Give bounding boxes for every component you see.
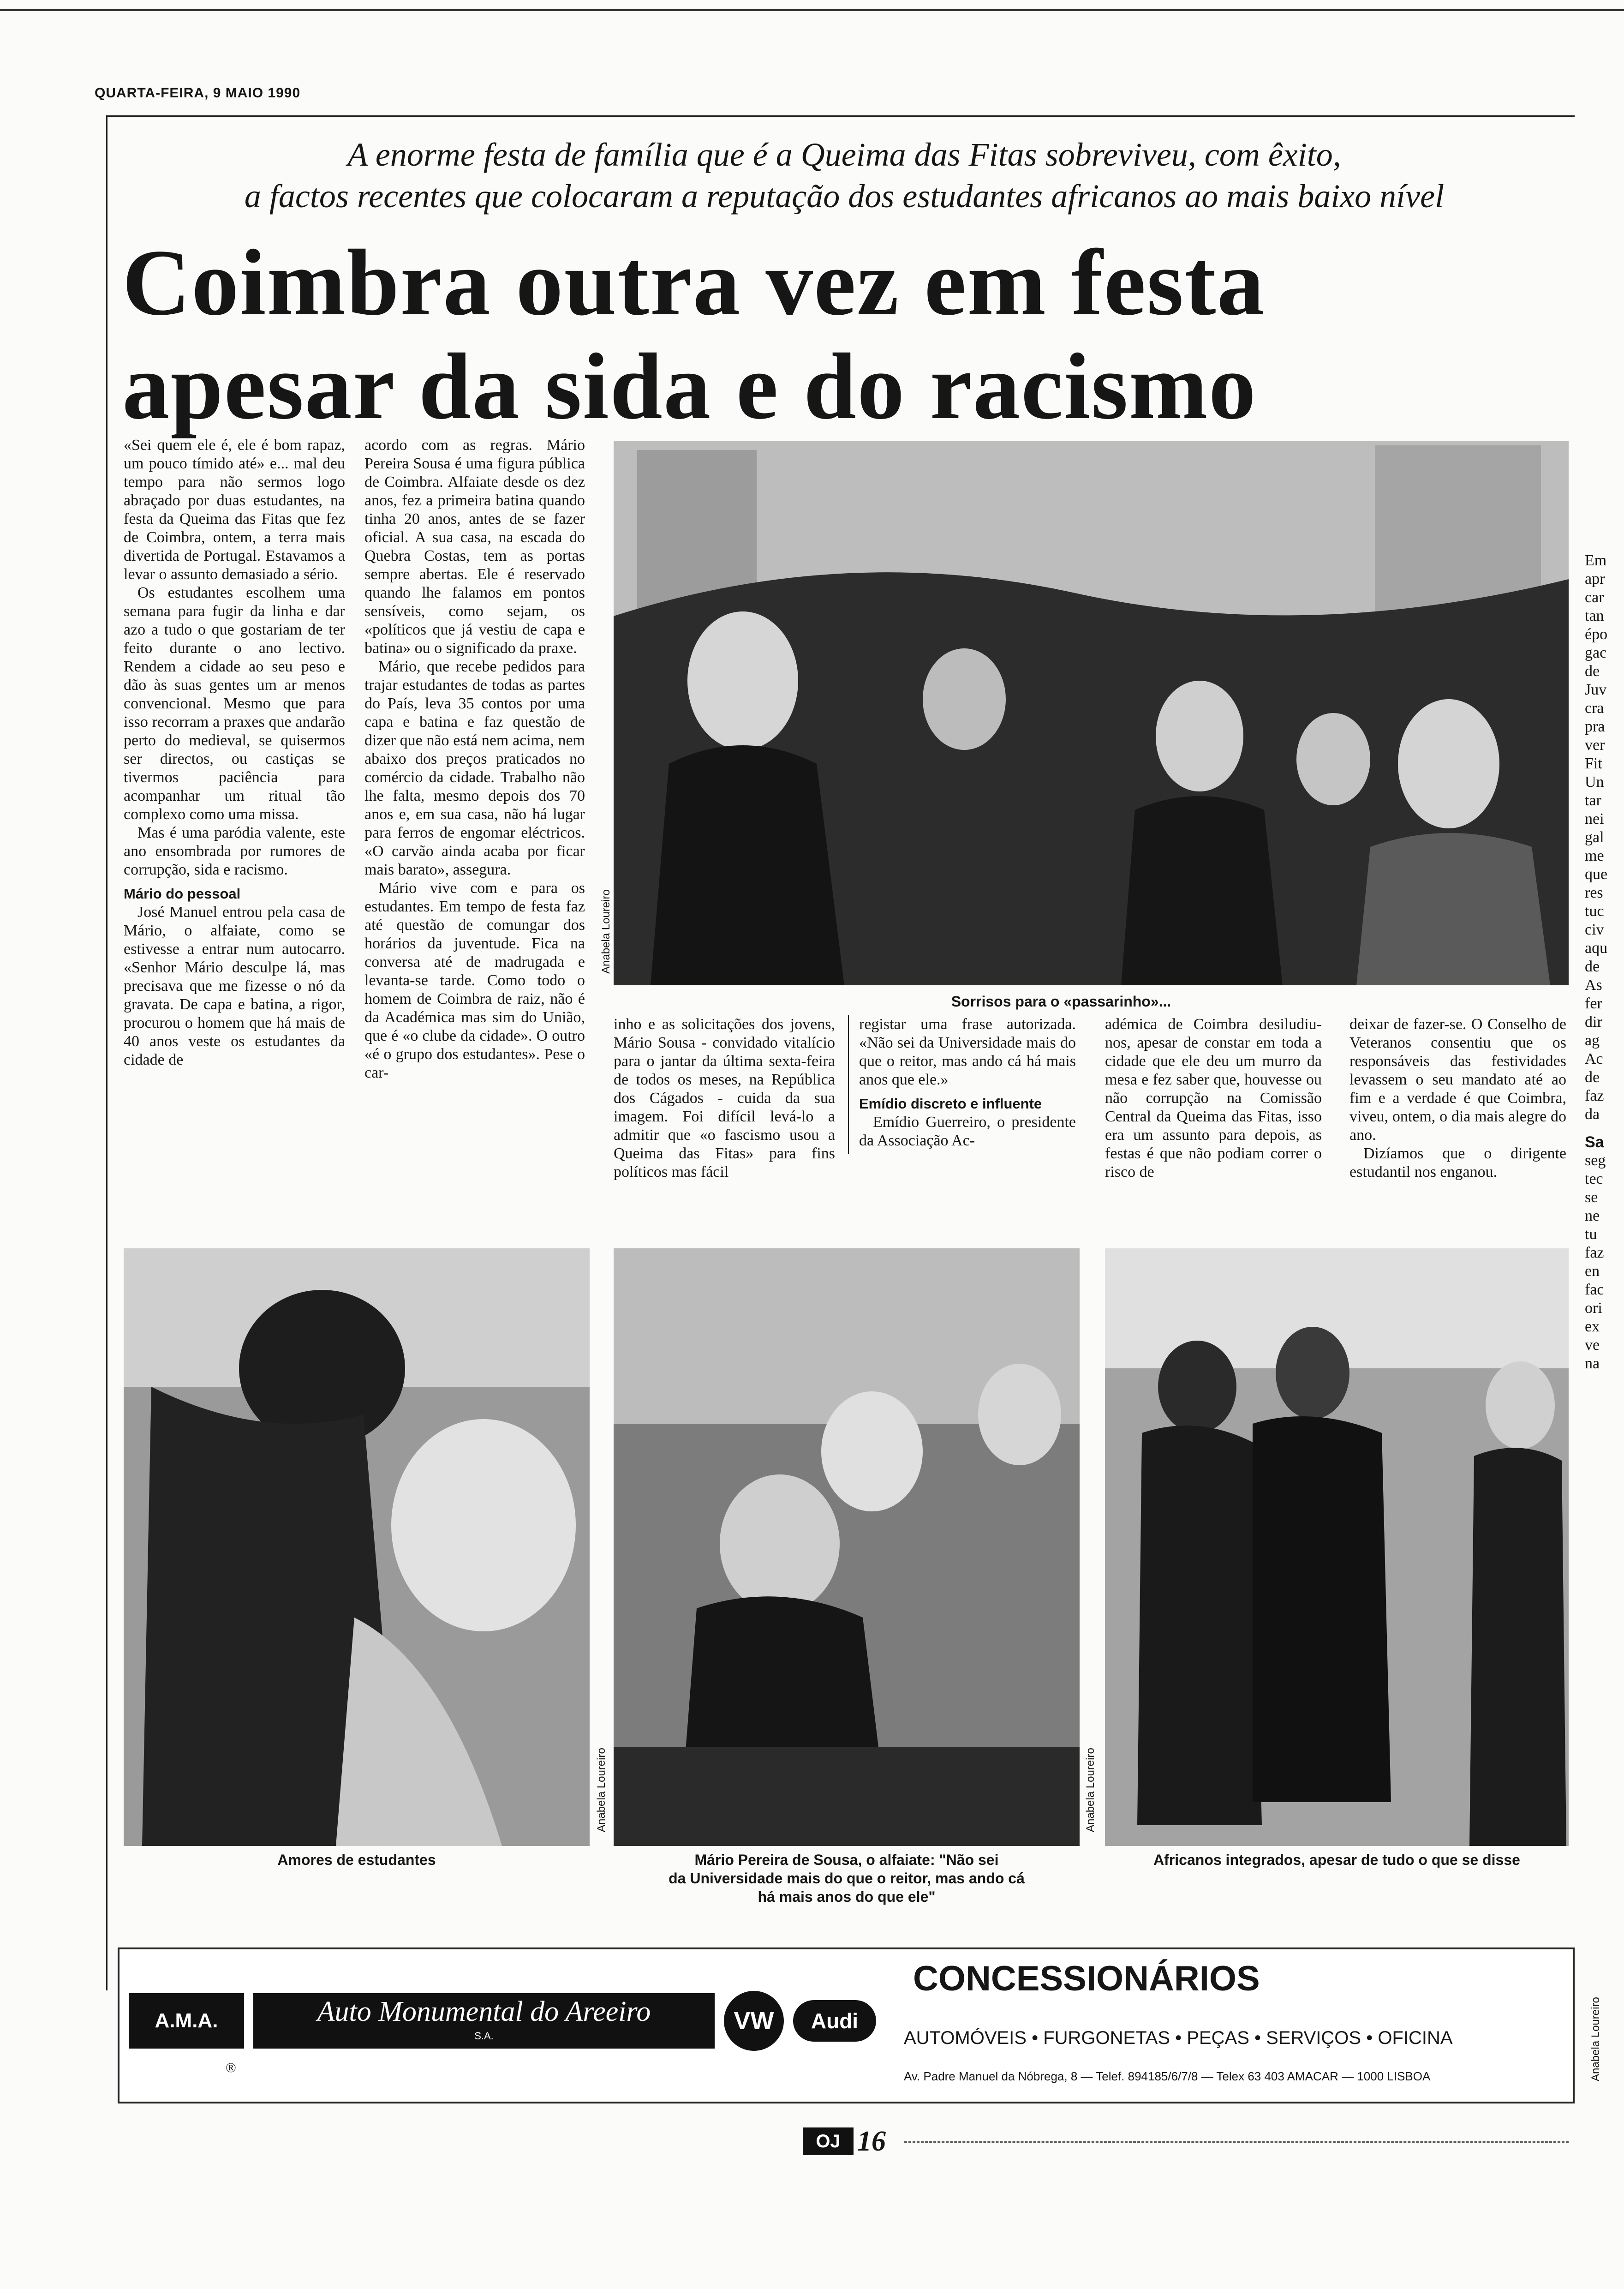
headline-line-1: Coimbra outra vez em festa bbox=[122, 230, 1266, 335]
fragment: faz bbox=[1585, 1244, 1604, 1261]
photo-credit: Anabela Loureiro bbox=[600, 889, 612, 974]
photo-credit: Anabela Loureiro bbox=[1589, 1997, 1602, 2081]
fragment: pra bbox=[1585, 718, 1605, 735]
fragment: se bbox=[1585, 1189, 1598, 1206]
fragment: car bbox=[1585, 589, 1604, 606]
photo-credit: Anabela Loureiro bbox=[1084, 1748, 1097, 1832]
paragraph: Os estudantes escolhem uma semana para fugir da linha e dar azo a tudo o que gostariam de ter feito durante o ano lectivo. Rendem a cidade ao seu peso e dão às suas gentes um ar menos convencional. Mesmo que para isso recorram a praxes que andarão perto do medieval, se quisermos ser directos, ou castiças se tivermos paciência para acompanhar um ritual tão complexo como uma missa. bbox=[124, 584, 345, 823]
fragment: tu bbox=[1585, 1226, 1597, 1243]
company-name-banner bbox=[253, 1993, 715, 2049]
photo-africans bbox=[1105, 1248, 1569, 1846]
tailor-photo-illustration bbox=[614, 1248, 1080, 1846]
fragment: tar bbox=[1585, 792, 1601, 809]
fragment: ne bbox=[1585, 1207, 1600, 1224]
caption-line: da Universidade mais do que o reitor, mas ando cá bbox=[669, 1870, 1025, 1887]
fragment: tuc bbox=[1585, 903, 1604, 920]
main-photo bbox=[614, 441, 1569, 985]
lovers-photo-illustration bbox=[124, 1248, 590, 1846]
subhead-emidio: Emídio discreto e influente bbox=[859, 1096, 1042, 1112]
company-sa: S.A. bbox=[474, 2030, 494, 2042]
paragraph: acordo com as regras. Mário Pereira Sousa é uma figura pública de Coimbra. Alfaiate desde os dez anos, fez a primeira batina quando tinha 20 anos, antes de se fazer oficial. A sua casa, na escada do Quebra Costas, tem as portas sempre abertas. Ele é reservado quando lhe falamos em pontos sensíveis, como sejam, os «políticos que já vestiu de capa e batina» ou o significado da praxe. bbox=[364, 437, 585, 657]
audi-logo-icon: Audi bbox=[793, 2000, 876, 2042]
paragraph: deixar de fazer-se. O Conselho de Veteranos consentiu que os responsáveis das festividades levassem o seu mandato até ao fim e a verdade é que Coimbra, viveu, ontem, o dia mais alegre do ano. bbox=[1349, 1016, 1566, 1144]
paragraph: «Sei quem ele é, ele é bom rapaz, um pouco tímido até» e... mal deu tempo para não sermos logo abraçado por duas estudantes, na festa da Queima das Fitas que fez de Coimbra, ontem, a terra mais divertida de Portugal. Estavamos a levar o assunto demasiado a sério. bbox=[124, 437, 345, 583]
crowd-photo-illustration bbox=[614, 441, 1569, 985]
fragment: Fit bbox=[1585, 755, 1602, 772]
paragraph: Mário vive com e para os estudantes. Em tempo de festa faz até questão de comungar dos horários da juventude. Fica na conversa até de madrugada e levanta-se tarde. Como todo o homem de Coimbra de raiz, não é da Académica mas sim do União, que é «o clube da cidade». O outro «é o grupo dos estudantes». Pese o car- bbox=[364, 880, 585, 1081]
fragment: en bbox=[1585, 1263, 1600, 1280]
fragment: fer bbox=[1585, 995, 1602, 1012]
fragment: que bbox=[1585, 866, 1608, 883]
fragment: fac bbox=[1585, 1281, 1604, 1298]
fragment: gac bbox=[1585, 644, 1607, 661]
fragment: da bbox=[1585, 1106, 1600, 1123]
fragment: tec bbox=[1585, 1170, 1603, 1187]
article-column-4 bbox=[859, 1015, 1076, 1150]
page-number: 16 bbox=[857, 2126, 886, 2157]
company-script-name: Auto Monumental do Areeiro bbox=[317, 1996, 651, 2027]
paragraph: Mas é uma paródia valente, este ano ensombrada por rumores de corrupção, sida e racismo. bbox=[124, 824, 345, 878]
main-photo-caption: Sorrisos para o «passarinho»... bbox=[951, 993, 1171, 1010]
fragment: de bbox=[1585, 1069, 1600, 1086]
headline bbox=[122, 231, 1322, 438]
article-column-6 bbox=[1349, 1015, 1566, 1181]
column-rule bbox=[848, 1015, 849, 1154]
fragment: faz bbox=[1585, 1087, 1604, 1104]
kicker-line-2: a factos recentes que colocaram a reputação dos estudantes africanos ao mais baixo nível bbox=[244, 178, 1445, 215]
photo-credit: Anabela Loureiro bbox=[595, 1748, 608, 1832]
article-column-2 bbox=[364, 436, 585, 1082]
fragment: Ac bbox=[1585, 1050, 1603, 1067]
photo-lovers bbox=[124, 1248, 590, 1846]
fragment: As bbox=[1585, 977, 1602, 994]
footer-dashed-rule bbox=[904, 2141, 1569, 2143]
photo-tailor bbox=[614, 1248, 1080, 1846]
fragment: me bbox=[1585, 847, 1604, 864]
paragraph: Emídio Guerreiro, o presidente da Associação Ac- bbox=[859, 1114, 1076, 1149]
fragment: dir bbox=[1585, 1013, 1602, 1031]
paragraph: registar uma frase autorizada. «Não sei da Universidade mais do que o reitor, mas ando cá há mais anos que ele.» bbox=[859, 1016, 1076, 1088]
paragraph: Mário, que recebe pedidos para trajar estudantes de todas as partes do País, leva 35 contos por uma capa e batina e faz questão de dizer que não está nem acima, nem abaixo dos preços praticados no comércio da cidade. Trabalho não lhe falta, mesmo depois dos 70 anos e, em sua casa, não há lugar para ferros de engomar eléctricos. «O carvão ainda acaba por ficar mais barato», assegura. bbox=[364, 658, 585, 878]
publication-logo: OJ bbox=[803, 2127, 854, 2155]
fragment: aqu bbox=[1585, 940, 1608, 957]
caption-lovers: Amores de estudantes bbox=[277, 1852, 436, 1868]
top-rule bbox=[0, 9, 1624, 11]
caption-line: há mais anos do que ele" bbox=[758, 1888, 936, 1905]
fragment: ag bbox=[1585, 1032, 1600, 1049]
registered-mark: ® bbox=[226, 2060, 236, 2075]
fragment: ori bbox=[1585, 1300, 1602, 1317]
fragment: épo bbox=[1585, 626, 1608, 643]
vw-logo-icon: VW bbox=[724, 1991, 784, 2051]
paragraph: José Manuel entrou pela casa de Mário, o alfaiate, como se estivesse a entrar num autocarro. «Senhor Mário desculpe lá, mas precisava que me fizesse o nó da gravata. De capa e batina, a rigor, procurou o homem que há mais de 40 anos veste os estudantes da cidade de bbox=[124, 904, 345, 1068]
fragment: nei bbox=[1585, 810, 1604, 827]
subhead-mario: Mário do pessoal bbox=[124, 886, 241, 902]
fragment: tan bbox=[1585, 607, 1604, 624]
fragment: gal bbox=[1585, 829, 1604, 846]
fragment: ex bbox=[1585, 1318, 1600, 1335]
fragment: na bbox=[1585, 1355, 1600, 1372]
kicker-line-1: A enorme festa de família que é a Queima das Fitas sobreviveu, com êxito, bbox=[347, 136, 1341, 173]
article-column-1 bbox=[124, 436, 345, 1069]
fragment: de bbox=[1585, 663, 1600, 680]
fragment: Juv bbox=[1585, 681, 1607, 698]
ad-services: AUTOMÓVEIS • FURGONETAS • PEÇAS • SERVIÇOS • OFICINA bbox=[904, 2028, 1453, 2048]
fragment: ver bbox=[1585, 737, 1605, 754]
caption-africans: Africanos integrados, apesar de tudo o que se disse bbox=[1153, 1852, 1520, 1868]
ad-address: Av. Padre Manuel da Nóbrega, 8 — Telef. 894185/6/7/8 — Telex 63 403 AMACAR — 1000 LISBOA bbox=[904, 2069, 1431, 2083]
advertisement bbox=[118, 1947, 1575, 2103]
adjacent-page-column bbox=[1585, 551, 1624, 1373]
dateline: QUARTA-FEIRA, 9 MAIO 1990 bbox=[95, 85, 301, 101]
caption-line: Mário Pereira de Sousa, o alfaiate: "Não sei bbox=[694, 1852, 999, 1868]
fragment: Un bbox=[1585, 773, 1604, 791]
kicker bbox=[111, 134, 1578, 217]
fragment: seg bbox=[1585, 1152, 1606, 1169]
fragment: ve bbox=[1585, 1336, 1600, 1354]
article-column-3 bbox=[614, 1015, 835, 1181]
fragment: de bbox=[1585, 958, 1600, 975]
fragment: apr bbox=[1585, 570, 1605, 587]
paragraph: inho e as solicitações dos jovens, Mário Sousa - convidado vitalício para o jantar da última sexta-feira de todos os meses, na República dos Cágados - cuida da sua imagem. Foi difícil levá-lo a admitir que «o fascismo usou a Queima das Fitas» para fins políticos mas fácil bbox=[614, 1016, 835, 1180]
africans-photo-illustration bbox=[1105, 1248, 1569, 1846]
fragment: civ bbox=[1585, 921, 1604, 938]
fragment: cra bbox=[1585, 700, 1604, 717]
article-column-5 bbox=[1105, 1015, 1322, 1181]
fragment: Em bbox=[1585, 552, 1607, 569]
paragraph: adémica de Coimbra desiludiu-nos, apesar de constar em toda a cidade que ele deu um murro da mesa e fez saber que, houvesse ou não corrupção na Comissão Central da Queima das Fitas, isso era um assunto para depois, as festas é que não podiam correr o risco de bbox=[1105, 1016, 1322, 1180]
paragraph: Dizíamos que o dirigente estudantil nos enganou. bbox=[1349, 1145, 1566, 1180]
fragment: res bbox=[1585, 884, 1603, 901]
headline-line-2: apesar da sida e do racismo bbox=[122, 334, 1257, 439]
caption-tailor bbox=[614, 1851, 1080, 1906]
ad-title: CONCESSIONÁRIOS bbox=[913, 1959, 1260, 1998]
ama-logo: A.M.A. bbox=[129, 1993, 244, 2049]
adjacent-subhead: Sa bbox=[1585, 1133, 1604, 1151]
